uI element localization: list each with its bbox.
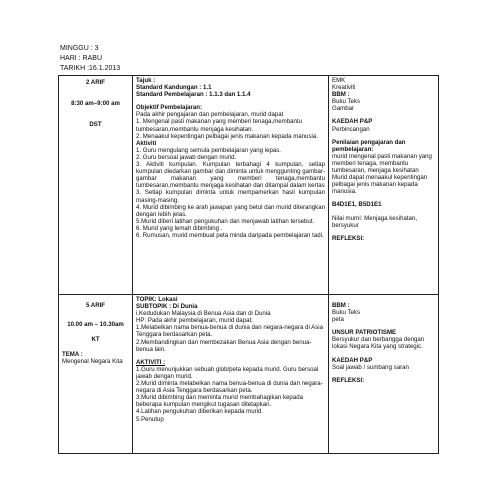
- nilai-murni: Nilai murni: Menjaga kesihatan, bersyukur: [332, 214, 418, 229]
- lesson-plan-table: [58, 75, 439, 454]
- bbm-item: Gambar: [332, 105, 355, 113]
- class-info-cell: [59, 295, 133, 454]
- subject-code: KT: [91, 336, 100, 344]
- aktiviti-3: 3.Murid dibimbing dan meminta murid membahagikan kepada beberapa kumpulan mengikut tugasan ditetapkan.: [136, 394, 303, 409]
- standard-code: B4D1E1, B5D1E1: [332, 201, 382, 209]
- class-info-cell: [59, 76, 133, 295]
- patriotisme-value: Bersyukur dan berbangga dengan lokasi Negara Kita yang strategic.: [332, 336, 425, 351]
- tajuk-label: Tajuk :: [136, 77, 156, 84]
- class-time: 10.00 am – 10.30am: [67, 321, 124, 329]
- standard-pembelajaran: Standard Pembelajaran : 1.1.3 dan 1.1.4: [136, 91, 251, 99]
- class-name: 5 ARIF: [85, 302, 106, 309]
- objective-2: 2. Menaakul kepentingan pelbagai jenis makanan kepada manusia.: [136, 132, 318, 140]
- hp-2: 2.Membandingkan dan membezakan Benua Asia dengan benua-benua lain.: [136, 338, 312, 353]
- lesson-header: [60, 44, 120, 74]
- activity-7: 6. Murid yang lemah dibimbing .: [136, 224, 223, 232]
- notes-cell: [329, 295, 439, 454]
- aktiviti-5: 5.Penutup: [136, 415, 164, 423]
- bbm-label: BBM :: [332, 91, 350, 99]
- bbm-item: Buku Teks: [332, 309, 361, 317]
- objective-intro: Pada akhir pengajaran dan pembelajaran, murid dapat: [136, 111, 284, 119]
- tema-value: Mengenal Negara Kita: [62, 358, 123, 366]
- objective-title: Objektif Pembelajaran:: [136, 104, 203, 112]
- aktiviti-2: 2.Murid diminta melabelkan nama benua-benua di dunia dan negara-negara di Asia Tenggara berdasarkan peta.: [136, 380, 323, 395]
- aktiviti-title: AKTIVITI :: [136, 358, 166, 366]
- penilaian-value: murid mengenal pasti makanan yang memberi tenaga, membantu tumbesaran, menjaga kesihatan Murid dapat menaakul kepentingan pelbagai jenis makanan kepada manusia.: [332, 152, 432, 196]
- objective-1: 1. Mengenal pasti makanan yang memberi tenaga,membantu tumbesaran,membantu menjaga kesihatan.: [136, 118, 302, 133]
- bbm-label: BBM :: [332, 302, 350, 309]
- activity-3: 3. Aktiviti kumpulan. Kumpulan terbahagi 4 kumpulan, setiap kumpulan diedarkan gambar dan diminta untuk menggunting gambar-gambar makanan yang memberi tenaga,membantu tumbesaran,membantu menjaga kesihatan dan ditampal dalam kertas: [136, 161, 325, 190]
- day-label: HARI : RABU: [60, 55, 103, 62]
- bbm-item: peta: [332, 316, 344, 324]
- refleksi-label: REFLEKSI:: [332, 376, 365, 384]
- week-label: MINGGU : 3: [60, 45, 99, 52]
- aktiviti-1: 1.Guru menunjukkan sebuah glob/peta kepada murid. Guru bersoal jawab dengan murid.: [136, 365, 319, 380]
- activity-2: 2. Guru bersoal jawab dengan murid.: [136, 153, 237, 161]
- hp-label: HP: Pada akhir pembelajaran, murid dapat:: [136, 317, 253, 325]
- activity-6: 5.Murid diberi latihan pengukuhan dan menjawab latihan tersebut.: [136, 217, 315, 225]
- class-name: 2 ARIF: [85, 79, 106, 86]
- penilaian-title: Penilaian pengajaran dan pembelajaran:: [332, 138, 406, 153]
- tema-label: TEMA :: [62, 351, 83, 359]
- activity-5: 4. Murid dibimbing ke arah jawapan yang betul dan murid diterangkan dengan lebih jelas.: [136, 203, 325, 218]
- aktiviti-4: 4.Latihan pengukuhan diberikan kepada murid.: [136, 408, 264, 416]
- lesson-content-cell: [133, 295, 329, 454]
- emk-value: Kreativiti: [332, 84, 356, 92]
- refleksi-label: REFLEKSI:: [332, 234, 365, 242]
- kaedah-label: KAEDAH P&P: [332, 118, 373, 126]
- date-label: TARIKH :16.1.2013: [60, 65, 121, 72]
- activity-title: Aktiviti: [136, 139, 157, 147]
- kaedah-value: Perbincangan: [332, 125, 370, 133]
- activity-1: 1. Guru mengulang semula pembelajaran yang lepas.: [136, 146, 281, 154]
- activity-4: 3. Setiap kumpulan diminta untuk mempamerkan hasil kumpulan masing-masing.: [136, 189, 325, 204]
- activity-8: 6. Rumusan, murid membuat peta minda daripada pembelajaran tadi.: [136, 231, 324, 239]
- lesson-content-cell: [133, 76, 329, 295]
- kaedah-value: Soal jawab / sumbang saran: [332, 363, 409, 371]
- bbm-item: Buku Teks: [332, 98, 361, 106]
- table-row: [59, 76, 439, 295]
- subtopik-detail: i.Kedudukan Malaysia di Benua Asia dan di Dunia: [136, 310, 271, 318]
- standard-kandungan: Standard Kandungan : 1.1: [136, 84, 212, 92]
- hp-1: 1.Melabelkan nama benua-benua di dunia dan negara-negara di Asia Tenggara berdasarkan peta.: [136, 324, 324, 339]
- topik-label: TOPIK: Lokasi: [136, 296, 178, 303]
- table-row: [59, 295, 439, 454]
- subject-code: DST: [89, 121, 102, 129]
- notes-cell: [329, 76, 439, 295]
- emk-label: EMK: [332, 77, 346, 84]
- class-time: 8:30 am–9:00 am: [71, 100, 120, 108]
- patriotisme-label: UNSUR PATRIOTISME: [332, 329, 397, 337]
- subtopik-label: SUBTOPIK : Di Dunia: [136, 303, 198, 311]
- kaedah-label: KAEDAH P&P: [332, 356, 373, 364]
